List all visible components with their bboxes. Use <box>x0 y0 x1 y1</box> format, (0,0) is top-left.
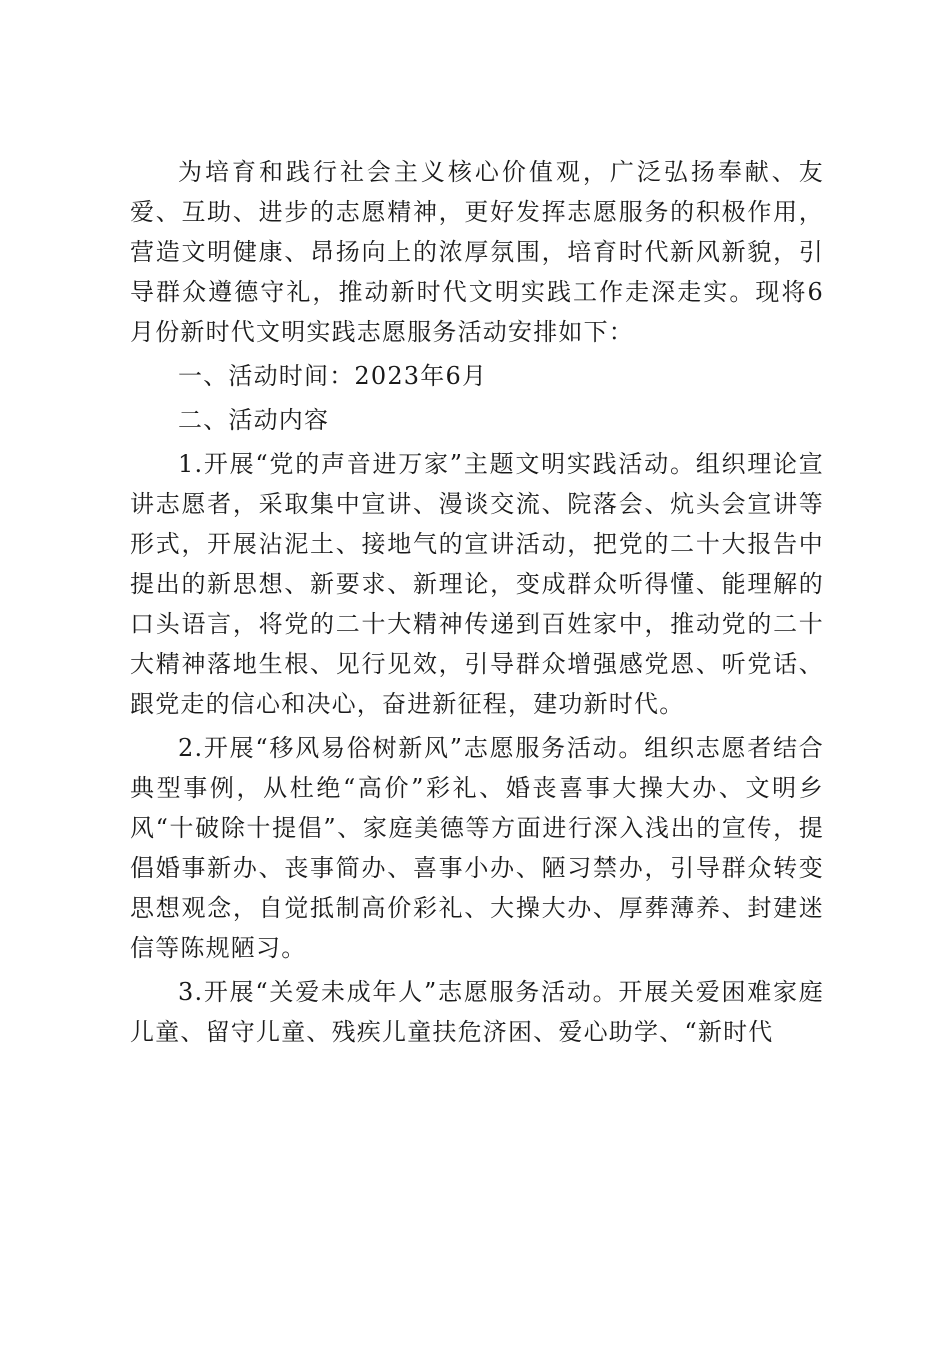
activity-item-1: 1.开展“党的声音进万家”主题文明实践活动。组织理论宣讲志愿者，采取集中宣讲、漫谈交流、院落会、炕头会宣讲等形式，开展沾泥土、接地气的宣讲活动，把党的二十大报告中提出的新思想、新要求、新理论，变成群众听得懂、能理解的口头语言，将党的二十大精神传递到百姓家中，推动党的二十大精神落地生根、见行见效，引导群众增强感党恩、听党话、跟党走的信心和决心，奋进新征程，建功新时代。 <box>130 450 824 718</box>
document-body <box>130 152 824 1052</box>
activity-item-2: 2.开展“移风易俗树新风”志愿服务活动。组织志愿者结合典型事例，从杜绝“高价”彩礼、婚丧喜事大操大办、文明乡风“十破除十提倡”、家庭美德等方面进行深入浅出的宣传，提倡婚事新办、丧事简办、喜事小办、陋习禁办，引导群众转变思想观念，自觉抵制高价彩礼、大操大办、厚葬薄养、封建迷信等陈规陋习。 <box>130 734 824 962</box>
intro-paragraph: 为培育和践行社会主义核心价值观，广泛弘扬奉献、友爱、互助、进步的志愿精神，更好发挥志愿服务的积极作用，营造文明健康、昂扬向上的浓厚氛围，培育时代新风新貌，引导群众遵德守礼，推动新时代文明实践工作走深走实。现将6月份新时代文明实践志愿服务活动安排如下： <box>130 158 824 346</box>
activity-time-heading: 一、活动时间：2023年6月 <box>178 362 488 390</box>
activity-item-3: 3.开展“关爱未成年人”志愿服务活动。开展关爱困难家庭儿童、留守儿童、残疾儿童扶危济困、爱心助学、“新时代 <box>130 978 824 1046</box>
activity-content-heading: 二、活动内容 <box>178 406 330 434</box>
